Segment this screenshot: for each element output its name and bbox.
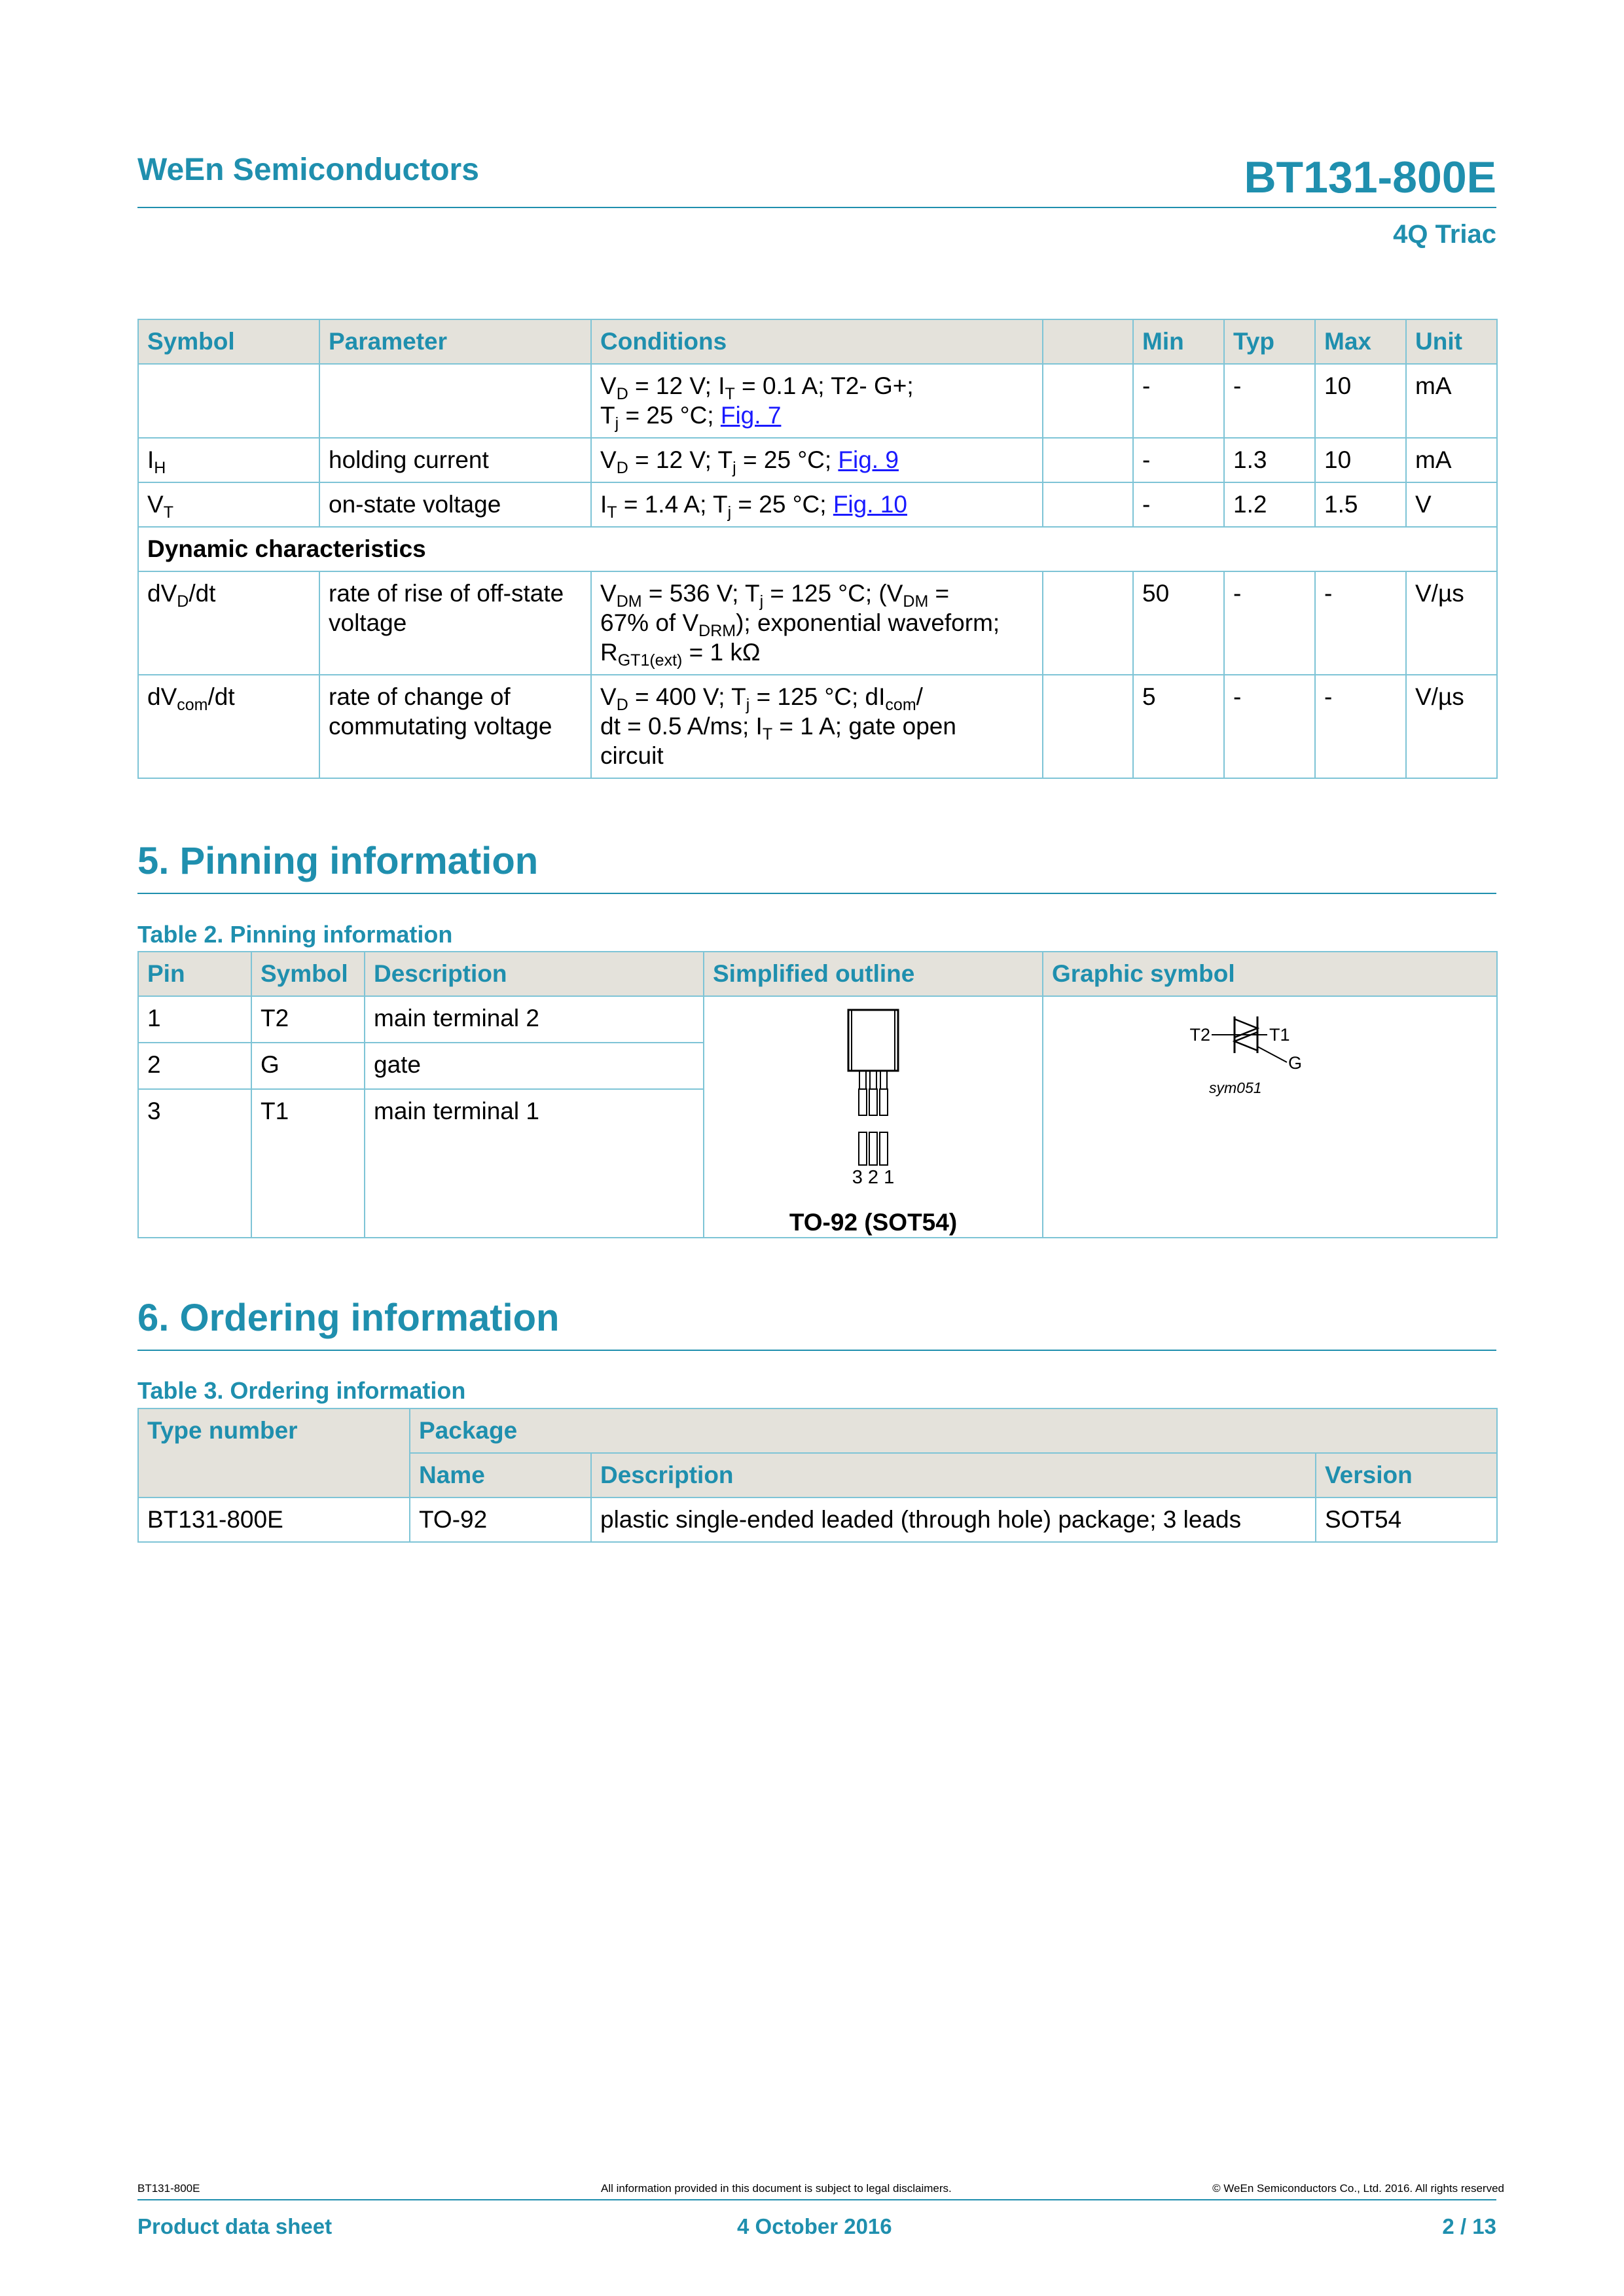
section-heading-ordering: 6. Ordering information [137, 1297, 560, 1339]
col-header-package: Package [410, 1408, 1497, 1453]
cell-pin: 3 [138, 1089, 251, 1238]
cell-typ: - [1224, 571, 1315, 675]
table-header-row [138, 1408, 1497, 1453]
cell-min: 50 [1133, 571, 1224, 675]
table-row [138, 675, 1497, 778]
cell-description: main terminal 1 [365, 1089, 704, 1238]
cell-description: gate [365, 1043, 704, 1089]
cell-conditions: $V_D = 12$ V; $I_T = 0.1$ A; T2- G+; $T_j = 25$ °C; Fig. 7 [591, 364, 1043, 438]
cell-version: SOT54 [1316, 1498, 1497, 1542]
cell-symbol: $dV_{com}/dt$ [138, 675, 319, 778]
cell-symbol: $I_H$ [138, 438, 319, 482]
cell-min: - [1133, 438, 1224, 482]
fig-9-link[interactable]: Fig. 9 [838, 446, 899, 473]
simplified-outline-cell [704, 996, 1043, 1238]
table-row [138, 482, 1497, 527]
section-divider [137, 1350, 1496, 1351]
cell-pin: 1 [138, 996, 251, 1043]
device-subtitle: 4Q Triac [1393, 220, 1496, 249]
fig-7-link[interactable]: Fig. 7 [720, 402, 782, 429]
footer-page-number: 2 / 13 [1442, 2214, 1496, 2238]
section-divider [137, 893, 1496, 894]
pinning-table [137, 951, 1498, 1238]
col-header-min: Min [1133, 319, 1224, 364]
cell-blank [1043, 675, 1133, 778]
symbol-code-label: sym051 [1209, 1079, 1262, 1096]
cell-typ: 1.2 [1224, 482, 1315, 527]
col-header-simplified-outline: Simplified outline [704, 952, 1043, 996]
table-caption-pinning: Table 2. Pinning information [137, 921, 453, 948]
cell-name: TO-92 [410, 1498, 591, 1542]
cell-typ: - [1224, 675, 1315, 778]
cell-symbol: T2 [251, 996, 365, 1043]
outline-pin-numbers: 3 2 1 [852, 1167, 895, 1188]
col-header-symbol: Symbol [251, 952, 365, 996]
cell-symbol: G [251, 1043, 365, 1089]
dynamic-characteristics-heading: Dynamic characteristics [138, 527, 1497, 571]
cell-symbol: $V_T$ [138, 482, 319, 527]
cell-conditions: $V_D = 400$ V; $T_j = 125$ °C; $dI_{com}/$ dt = 0.5 A/ms; $I_T = 1$ A; gate open circuit [591, 675, 1043, 778]
package-body [848, 1010, 898, 1071]
cell-blank [1043, 571, 1133, 675]
col-header-description: Description [365, 952, 704, 996]
cell-max: 10 [1315, 438, 1406, 482]
col-header-description: Description [591, 1453, 1316, 1498]
col-header-symbol: Symbol [138, 319, 319, 364]
table-row [138, 571, 1497, 675]
col-header-name: Name [410, 1453, 591, 1498]
cell-symbol [138, 364, 319, 438]
footer-copyright: © WeEn Semiconductors Co., Ltd. 2016. All rights reserved [1212, 2182, 1504, 2195]
triac-symbol-icon [1043, 1003, 1498, 1102]
table-row [138, 438, 1497, 482]
cell-description: plastic single-ended leaded (through hole) package; 3 leads [591, 1498, 1316, 1542]
table-row [138, 1498, 1497, 1542]
company-name: WeEn Semiconductors [137, 152, 479, 187]
footer-document-type: Product data sheet [137, 2214, 333, 2238]
cell-min: - [1133, 364, 1224, 438]
cell-min: 5 [1133, 675, 1224, 778]
cell-conditions: $I_T = 1.4$ A; $T_j = 25$ °C; Fig. 10 [591, 482, 1043, 527]
cell-unit: V [1406, 482, 1497, 527]
cell-min: - [1133, 482, 1224, 527]
col-header-type-number: Type number [138, 1408, 410, 1498]
col-header-version: Version [1316, 1453, 1497, 1498]
table-caption-ordering: Table 3. Ordering information [137, 1377, 466, 1404]
table-row [138, 996, 1497, 1043]
cell-typ: 1.3 [1224, 438, 1315, 482]
cell-parameter [319, 364, 591, 438]
col-header-graphic-symbol: Graphic symbol [1043, 952, 1497, 996]
outline-package-label: TO-92 (SOT54) [789, 1209, 958, 1236]
col-header-pin: Pin [138, 952, 251, 996]
cell-parameter: rate of rise of off-state voltage [319, 571, 591, 675]
col-header-max: Max [1315, 319, 1406, 364]
section-heading-pinning: 5. Pinning information [137, 840, 539, 882]
graphic-symbol-cell [1043, 996, 1497, 1238]
footer-disclaimer: All information provided in this document is subject to legal disclaimers. [601, 2182, 952, 2195]
symbol-t1-label: T1 [1269, 1025, 1290, 1045]
col-header-parameter: Parameter [319, 319, 591, 364]
cell-symbol: T1 [251, 1089, 365, 1238]
symbol-t2-label: T2 [1189, 1025, 1210, 1045]
cell-pin: 2 [138, 1043, 251, 1089]
cell-max: 1.5 [1315, 482, 1406, 527]
col-header-conditions: Conditions [591, 319, 1043, 364]
cell-blank [1043, 438, 1133, 482]
symbol-g-label: G [1288, 1053, 1303, 1073]
cell-unit: V/µs [1406, 571, 1497, 675]
cell-conditions: $V_D = 12$ V; $T_j = 25$ °C; Fig. 9 [591, 438, 1043, 482]
footer-date: 4 October 2016 [737, 2214, 892, 2238]
cell-unit: V/µs [1406, 675, 1497, 778]
table-header-row [138, 319, 1497, 364]
cell-parameter: rate of change of commutating voltage [319, 675, 591, 778]
cell-max: - [1315, 571, 1406, 675]
cell-type-number: BT131-800E [138, 1498, 410, 1542]
cell-max: - [1315, 675, 1406, 778]
cell-parameter: holding current [319, 438, 591, 482]
cell-blank [1043, 364, 1133, 438]
ordering-table [137, 1408, 1498, 1543]
col-header-blank [1043, 319, 1133, 364]
table-subheading-row [138, 527, 1497, 571]
cell-symbol: $dV_D/dt$ [138, 571, 319, 675]
cell-unit: mA [1406, 438, 1497, 482]
footer-divider [137, 2199, 1496, 2200]
header-divider [137, 207, 1496, 208]
cell-blank [1043, 482, 1133, 527]
fig-10-link[interactable]: Fig. 10 [833, 491, 907, 518]
part-number: BT131-800E [1244, 152, 1496, 202]
cell-description: main terminal 2 [365, 996, 704, 1043]
footer-part-number: BT131-800E [137, 2182, 200, 2195]
cell-max: 10 [1315, 364, 1406, 438]
cell-typ: - [1224, 364, 1315, 438]
col-header-typ: Typ [1224, 319, 1315, 364]
col-header-unit: Unit [1406, 319, 1497, 364]
to92-package-outline [808, 1003, 939, 1200]
table-header-row [138, 952, 1497, 996]
cell-parameter: on-state voltage [319, 482, 591, 527]
cell-unit: mA [1406, 364, 1497, 438]
characteristics-table [137, 319, 1498, 779]
cell-conditions: $V_{DM} = 536$ V; $T_j = 125$ °C; ($V_{DM}$ = 67% of $V_{DRM}$); exponential waveform; $R_{GT1(ext)} = 1$ kΩ [591, 571, 1043, 675]
table-row [138, 364, 1497, 438]
